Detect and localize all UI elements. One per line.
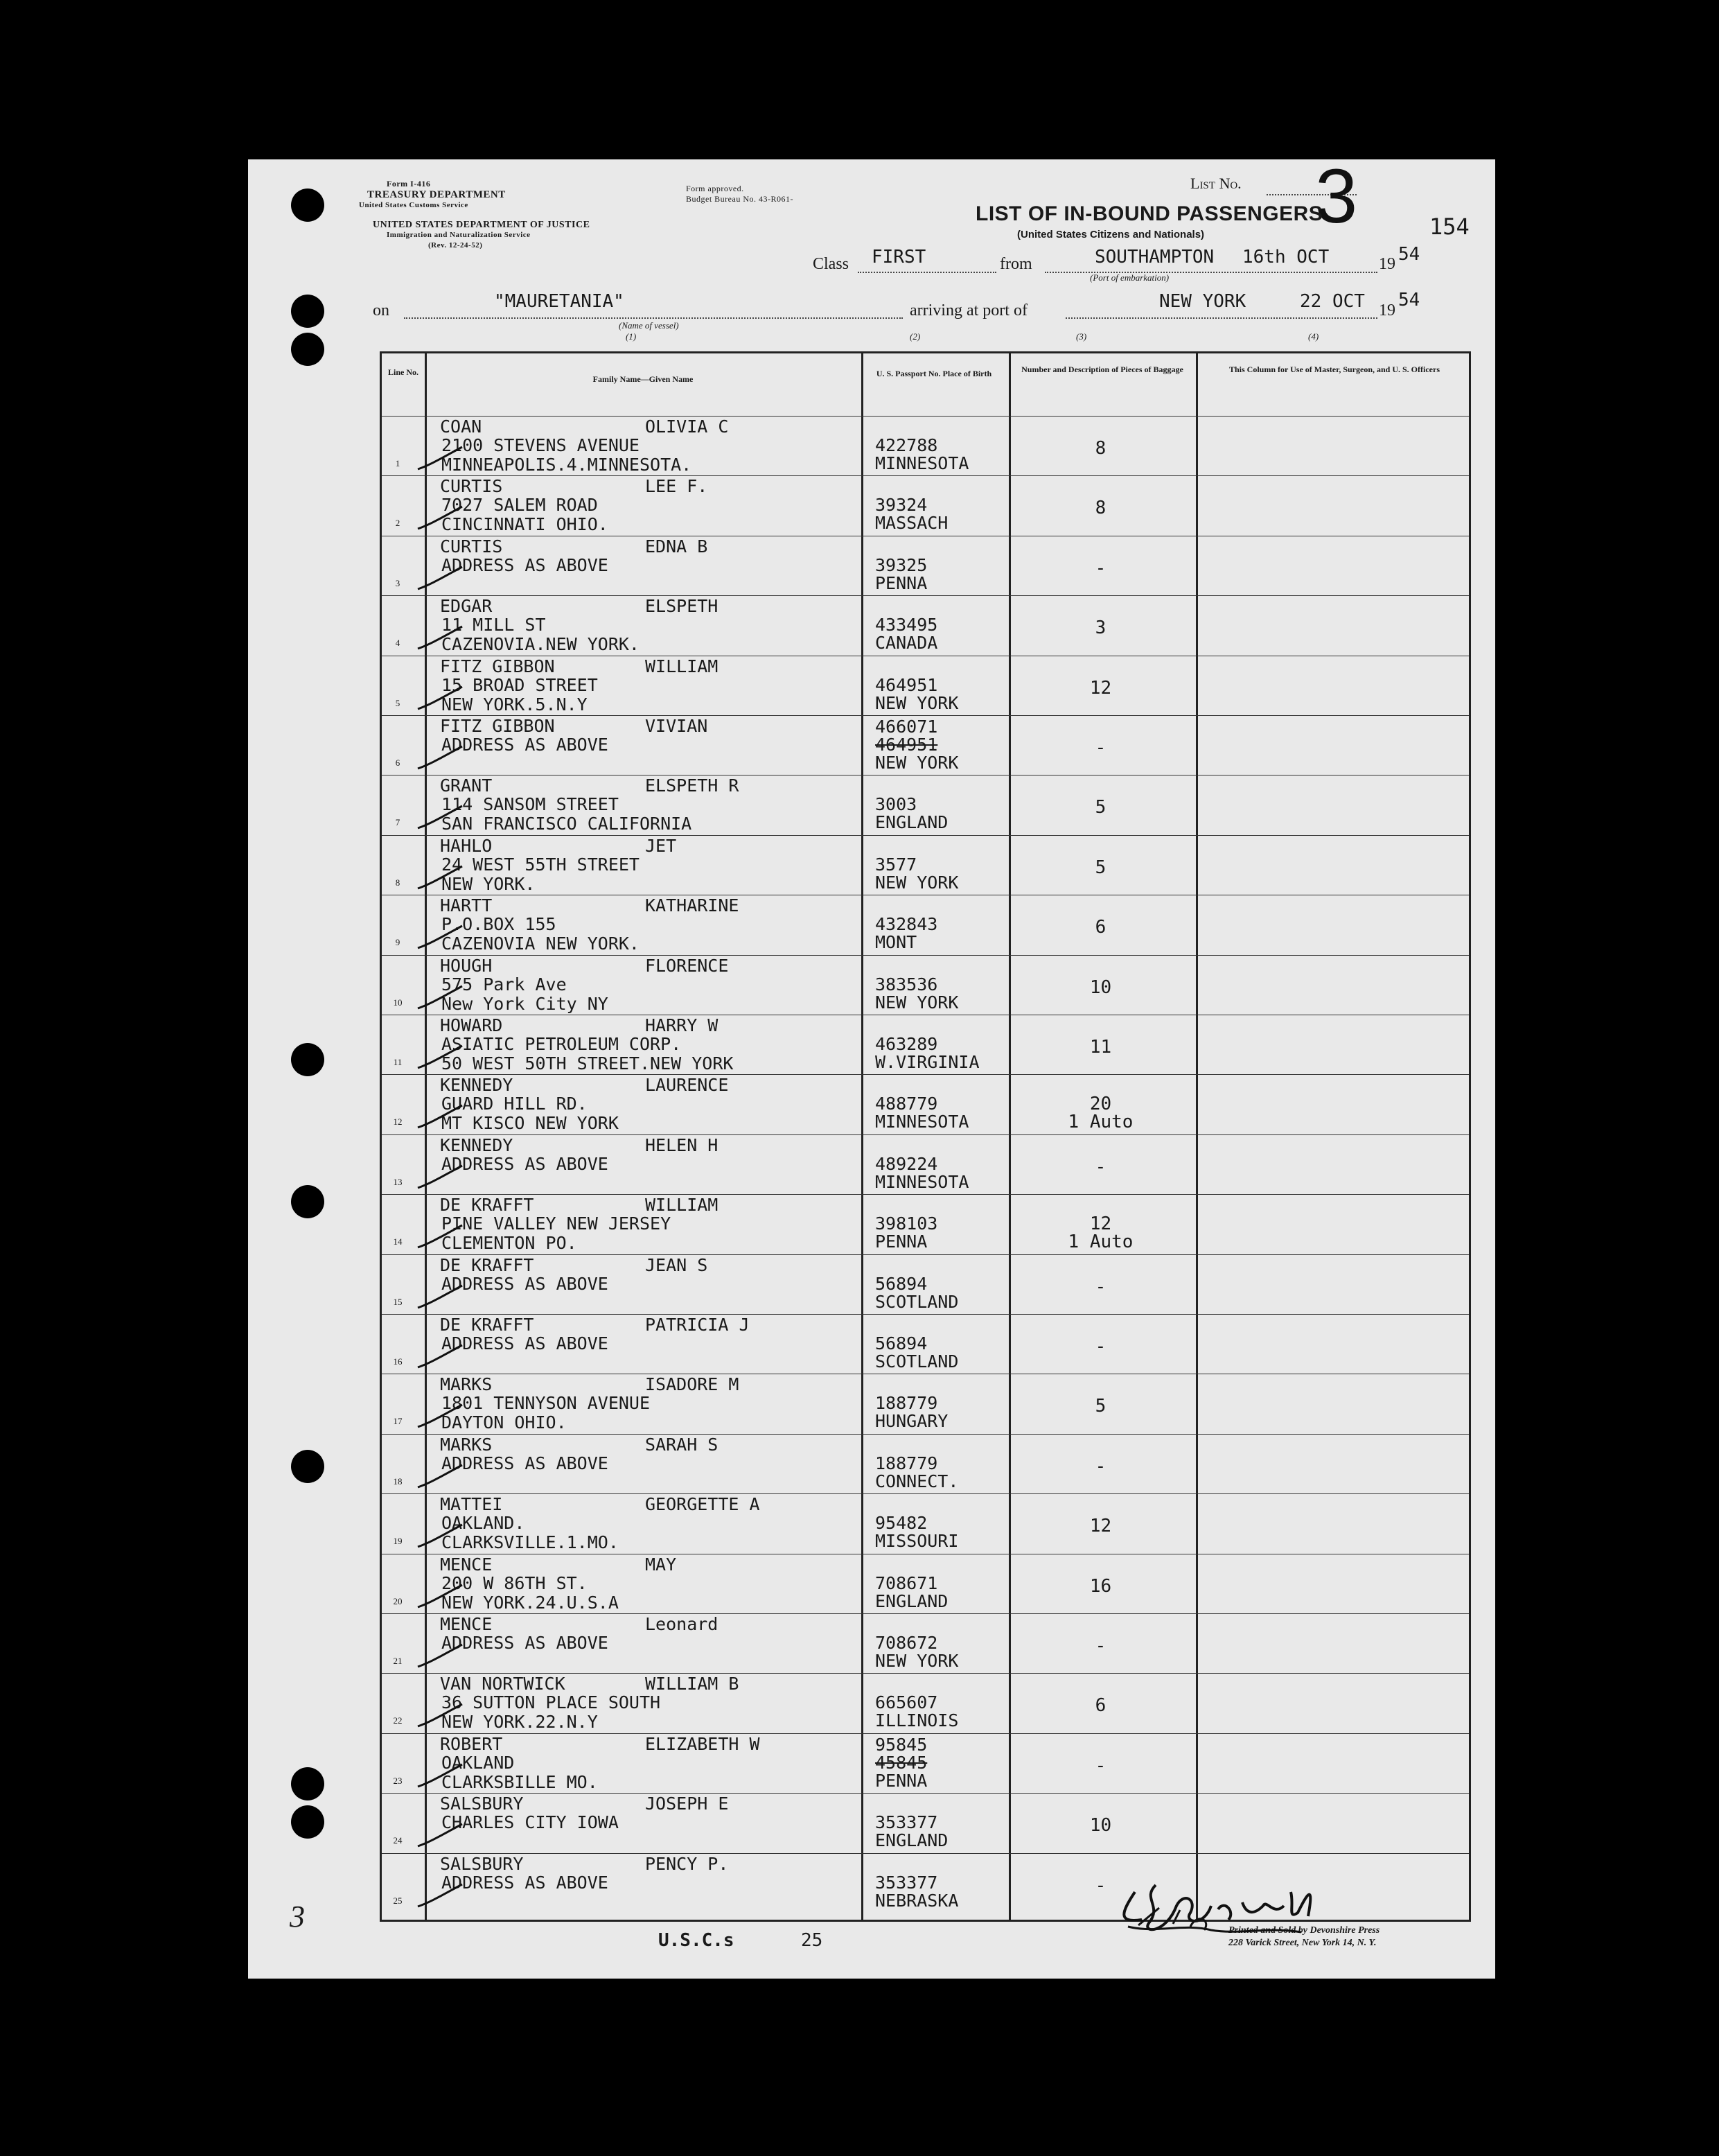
passport-number: 383536: [875, 974, 938, 994]
address-line: 24 WEST 55TH STREET: [441, 854, 640, 875]
place-of-birth: SCOTLAND: [875, 1351, 959, 1371]
punch-hole: [291, 189, 324, 222]
form-subtitle: (United States Citizens and Nationals): [1017, 229, 1205, 240]
place-of-birth: W.VIRGINIA: [875, 1052, 980, 1072]
passport-number: 466071: [875, 717, 938, 737]
given-name: GEORGETTE A: [645, 1494, 760, 1515]
baggage-count: 5: [1095, 857, 1107, 878]
passport-number: 464951: [875, 674, 938, 695]
punch-hole: [291, 1767, 324, 1800]
dept-customs: United States Customs Service: [359, 201, 468, 209]
address-line: ADDRESS AS ABOVE: [441, 735, 608, 755]
baggage-count: 10: [1089, 1815, 1112, 1837]
given-name: ELSPETH: [645, 596, 719, 617]
place-of-birth: MASSACH: [875, 513, 949, 534]
line-number: 10: [393, 997, 403, 1008]
passport-number: 433495: [875, 615, 938, 636]
table-row: [382, 1673, 1469, 1733]
passport-number: 39324: [875, 495, 928, 516]
line-number: 21: [393, 1656, 403, 1666]
address-line: ADDRESS AS ABOVE: [441, 1872, 608, 1893]
place-of-birth: MINNESOTA: [875, 453, 969, 473]
year-prefix: 19: [1379, 255, 1395, 273]
baggage-count: 3: [1095, 617, 1107, 639]
given-name: OLIVIA C: [645, 417, 729, 437]
place-of-birth: PENNA: [875, 1770, 928, 1791]
line-number: 8: [395, 877, 400, 888]
line-number: 14: [393, 1236, 403, 1247]
table-row: [382, 475, 1469, 535]
given-name: MAY: [645, 1554, 677, 1575]
address-line: CHARLES CITY IOWA: [441, 1812, 619, 1833]
table-row: [382, 835, 1469, 895]
address-line: 36 SUTTON PLACE SOUTH: [441, 1692, 661, 1713]
line-number: 2: [395, 518, 400, 529]
passport-number: 665607: [875, 1692, 938, 1713]
passport-number: 353377: [875, 1812, 938, 1833]
place-of-birth: CONNECT.: [875, 1471, 959, 1491]
baggage-count: -: [1095, 737, 1107, 758]
given-name: JEAN S: [645, 1254, 708, 1275]
passport-number-struck: 464951: [875, 735, 938, 755]
line-number: 5: [395, 697, 400, 708]
baggage-count: -: [1095, 1755, 1107, 1776]
baggage-count: 20: [1089, 1094, 1112, 1115]
address-line: MT KISCO NEW YORK: [441, 1113, 619, 1134]
passport-number: 188779: [875, 1453, 938, 1473]
given-name: ELIZABETH W: [645, 1733, 760, 1754]
col-header-officers: This Column for Use of Master, Surgeon, and U. S. Officers: [1228, 365, 1440, 374]
family-name: GRANT: [440, 775, 493, 796]
family-name: EDGAR: [440, 596, 493, 617]
address-line: NEW YORK.24.U.S.A: [441, 1592, 619, 1613]
check-mark-icon: [416, 1821, 465, 1849]
address-line: New York City NY: [441, 993, 608, 1014]
address-line: GUARD HILL RD.: [441, 1094, 588, 1114]
address-line: PINE VALLEY NEW JERSEY: [441, 1213, 671, 1234]
entry-count: 25: [801, 1930, 823, 1951]
table-row: [382, 1613, 1469, 1673]
address-line: 50 WEST 50TH STREET.NEW YORK: [441, 1053, 734, 1073]
table-row: [382, 1793, 1469, 1852]
table-row: [382, 656, 1469, 715]
line-number: 16: [393, 1356, 403, 1367]
check-mark-icon: [416, 1522, 465, 1550]
address-line: SAN FRANCISCO CALIFORNIA: [441, 814, 692, 834]
col-note-4: (4): [1308, 331, 1319, 342]
address-line: 114 SANSOM STREET: [441, 794, 619, 815]
address-line: 575 Park Ave: [441, 974, 567, 994]
family-name: FITZ GIBBON: [440, 656, 555, 676]
col-note-2: (2): [910, 331, 921, 342]
given-name: WILLIAM: [645, 1195, 719, 1216]
given-name: SARAH S: [645, 1434, 719, 1455]
family-name: KENNEDY: [440, 1075, 513, 1096]
place-of-birth: PENNA: [875, 572, 928, 593]
address-line: ADDRESS AS ABOVE: [441, 1453, 608, 1473]
address-line: CAZENOVIA NEW YORK.: [441, 934, 640, 954]
embark-port: SOUTHAMPTON: [1095, 247, 1215, 268]
family-name: SALSBURY: [440, 1853, 524, 1874]
place-of-birth: NEW YORK: [875, 1651, 959, 1671]
dept-treasury: TREASURY DEPARTMENT: [367, 189, 506, 200]
form-number: Form I-416: [387, 179, 431, 189]
address-line: 7027 SALEM ROAD: [441, 495, 598, 516]
family-name: MENCE: [440, 1614, 493, 1634]
given-name: VIVIAN: [645, 716, 708, 736]
given-name: LAURENCE: [645, 1075, 729, 1096]
passport-number: 3577: [875, 854, 917, 875]
baggage-count: 6: [1095, 917, 1107, 938]
form-title: LIST OF IN-BOUND PASSENGERS: [976, 202, 1323, 225]
baggage-count: 5: [1095, 1396, 1107, 1417]
table-row: [382, 1434, 1469, 1493]
passport-number: 39325: [875, 554, 928, 575]
address-line: CINCINNATI OHIO.: [441, 514, 608, 535]
given-name: ISADORE M: [645, 1374, 739, 1395]
place-of-birth: SCOTLAND: [875, 1291, 959, 1312]
passport-number: 56894: [875, 1333, 928, 1353]
check-mark-icon: [416, 444, 465, 472]
family-name: MARKS: [440, 1374, 493, 1395]
line-number: 7: [395, 817, 400, 828]
given-name: JOSEPH E: [645, 1794, 729, 1814]
baggage-count: 5: [1095, 797, 1107, 818]
address-line: ASIATIC PETROLEUM CORP.: [441, 1034, 682, 1054]
table-row: [382, 1134, 1469, 1194]
dept-immigration: Immigration and Naturalization Service: [387, 231, 531, 239]
line-number: 18: [393, 1475, 403, 1487]
table-row: [382, 1194, 1469, 1254]
place-of-birth: NEW YORK: [875, 753, 959, 773]
table-row: [382, 1493, 1469, 1553]
passport-number: 188779: [875, 1393, 938, 1414]
budget-bureau: Budget Bureau No. 43-R061-: [686, 194, 793, 204]
passport-number: 422788: [875, 435, 938, 455]
family-name: FITZ GIBBON: [440, 716, 555, 736]
check-mark-icon: [416, 1582, 465, 1610]
given-name: PENCY P.: [645, 1853, 729, 1874]
punch-hole: [291, 1805, 324, 1839]
passport-number: 3003: [875, 794, 917, 815]
family-name: SALSBURY: [440, 1794, 524, 1814]
check-mark-icon: [416, 1701, 465, 1729]
place-of-birth: ENGLAND: [875, 1830, 949, 1851]
table-row: [382, 1074, 1469, 1134]
family-name: DE KRAFFT: [440, 1315, 534, 1335]
check-mark-icon: [416, 684, 465, 712]
page-number: 154: [1429, 213, 1470, 240]
form-approved: Form approved.: [686, 184, 744, 193]
baggage-count: 12: [1089, 1213, 1112, 1235]
family-name: HARTT: [440, 895, 493, 916]
given-name: Leonard: [645, 1614, 719, 1634]
passport-number: 95482: [875, 1513, 928, 1534]
class-value: FIRST: [872, 247, 926, 268]
check-mark-icon: [416, 1762, 465, 1789]
passport-number: 463289: [875, 1034, 938, 1054]
table-row: [382, 536, 1469, 595]
line-number: 17: [393, 1416, 403, 1427]
baggage-count: -: [1095, 1455, 1107, 1477]
punch-hole: [291, 333, 324, 366]
check-mark-icon: [416, 923, 465, 951]
line-number: 6: [395, 757, 400, 768]
given-name: KATHARINE: [645, 895, 739, 916]
line-number: 24: [393, 1835, 403, 1846]
col-header-name: Family Name—Given Name: [592, 374, 694, 384]
col-note-3: (3): [1076, 331, 1087, 342]
given-name: WILLIAM B: [645, 1674, 739, 1694]
place-of-birth: ENGLAND: [875, 812, 949, 833]
place-of-birth: MINNESOTA: [875, 1112, 969, 1132]
check-mark-icon: [416, 983, 465, 1011]
passport-number: 489224: [875, 1153, 938, 1174]
family-name: KENNEDY: [440, 1134, 513, 1155]
given-name: PATRICIA J: [645, 1315, 750, 1335]
check-mark-icon: [416, 624, 465, 651]
depart-year: 54: [1398, 244, 1420, 265]
line-number: 13: [393, 1176, 403, 1187]
table-row: [382, 1733, 1469, 1793]
place-of-birth: MISSOURI: [875, 1531, 959, 1552]
officer-signature: [1114, 1857, 1336, 1940]
passport-number: 708672: [875, 1633, 938, 1653]
place-of-birth: MINNESOTA: [875, 1171, 969, 1192]
check-mark-icon: [416, 803, 465, 831]
passport-number: 56894: [875, 1273, 928, 1294]
punch-hole: [291, 1043, 324, 1076]
given-name: WILLIAM: [645, 656, 719, 676]
given-name: HARRY W: [645, 1015, 719, 1035]
address-line: MINNEAPOLIS.4.MINNESOTA.: [441, 455, 692, 475]
line-number: 22: [393, 1715, 403, 1726]
baggage-count: 16: [1089, 1575, 1112, 1597]
baggage-count: 10: [1089, 976, 1112, 998]
arrival-date: 22 OCT: [1300, 291, 1365, 312]
address-line: 200 W 86TH ST.: [441, 1572, 588, 1593]
on-label: on: [373, 301, 389, 319]
vessel-name: "MAURETANIA": [494, 291, 624, 312]
baggage-count: 11: [1089, 1037, 1112, 1058]
line-number: 4: [395, 638, 400, 649]
check-mark-icon: [416, 1342, 465, 1370]
uscs-label: U.S.C.s: [658, 1930, 734, 1951]
check-mark-icon: [416, 744, 465, 771]
table-row: [382, 1015, 1469, 1074]
arrival-year: 54: [1398, 290, 1420, 310]
col-note-1: (1): [626, 331, 637, 342]
margin-mark: 3: [290, 1900, 305, 1934]
table-row: [382, 955, 1469, 1015]
place-of-birth: ILLINOIS: [875, 1710, 959, 1731]
family-name: HOWARD: [440, 1015, 503, 1035]
family-name: MENCE: [440, 1554, 493, 1575]
depart-date: 16th OCT: [1242, 247, 1330, 268]
given-name: EDNA B: [645, 536, 708, 556]
baggage-count: -: [1095, 557, 1107, 579]
place-of-birth: NEW YORK: [875, 692, 959, 713]
address-line: 15 BROAD STREET: [441, 674, 598, 695]
check-mark-icon: [416, 1222, 465, 1250]
punch-hole: [291, 1450, 324, 1483]
passport-number: 488779: [875, 1094, 938, 1114]
baggage-count: -: [1095, 1336, 1107, 1357]
year-prefix-2: 19: [1379, 301, 1395, 319]
baggage-extra: 1 Auto: [1068, 1112, 1134, 1133]
line-number: 20: [393, 1595, 403, 1606]
given-name: HELEN H: [645, 1134, 719, 1155]
place-of-birth: NEW YORK: [875, 872, 959, 893]
table-row: [382, 1374, 1469, 1433]
family-name: ROBERT: [440, 1733, 503, 1754]
place-of-birth: NEW YORK: [875, 992, 959, 1013]
baggage-count: 12: [1089, 677, 1112, 699]
passport-number-struck: 45845: [875, 1752, 928, 1773]
table-row: [382, 1314, 1469, 1374]
line-number: 15: [393, 1296, 403, 1307]
passport-number: 353377: [875, 1872, 938, 1893]
baggage-count: -: [1095, 1875, 1107, 1896]
family-name: HAHLO: [440, 835, 493, 856]
baggage-count: 8: [1095, 438, 1107, 459]
address-line: OAKLAND.: [441, 1513, 525, 1534]
family-name: VAN NORTWICK: [440, 1674, 565, 1694]
baggage-count: 12: [1089, 1516, 1112, 1537]
address-line: NEW YORK.: [441, 873, 536, 894]
passport-number: 708671: [875, 1572, 938, 1593]
line-number: 11: [393, 1057, 403, 1067]
table-row: [382, 416, 1469, 475]
line-number: 12: [393, 1116, 403, 1128]
baggage-count: 6: [1095, 1695, 1107, 1717]
baggage-count: 8: [1095, 498, 1107, 519]
address-line: CLARKSVILLE.1.MO.: [441, 1532, 619, 1553]
address-line: NEW YORK.22.N.Y: [441, 1712, 598, 1733]
family-name: DE KRAFFT: [440, 1195, 534, 1216]
dept-justice: UNITED STATES DEPARTMENT OF JUSTICE: [373, 220, 590, 230]
arrival-port: NEW YORK: [1159, 291, 1246, 312]
family-name: MARKS: [440, 1434, 493, 1455]
address-line: NEW YORK.5.N.Y: [441, 694, 588, 715]
punch-hole: [291, 295, 324, 328]
address-line: CLARKSBILLE MO.: [441, 1771, 598, 1792]
form-revision: (Rev. 12-24-52): [428, 241, 483, 249]
list-number-handwritten: 3: [1315, 154, 1358, 239]
passport-number: 398103: [875, 1213, 938, 1234]
address-line: ADDRESS AS ABOVE: [441, 1333, 608, 1353]
check-mark-icon: [416, 1402, 465, 1430]
family-name: CURTIS: [440, 536, 503, 556]
printer-line-2: 228 Varick Street, New York 14, N. Y.: [1228, 1938, 1377, 1948]
check-mark-icon: [416, 1043, 465, 1071]
vessel-note: (Name of vessel): [619, 320, 679, 331]
family-name: CURTIS: [440, 476, 503, 497]
check-mark-icon: [416, 1103, 465, 1130]
line-number: 1: [395, 458, 400, 468]
check-mark-icon: [416, 1462, 465, 1490]
line-number: 19: [393, 1536, 403, 1547]
col-header-passport: U. S. Passport No. Place of Birth: [876, 369, 992, 378]
table-row: [382, 715, 1469, 775]
check-mark-icon: [416, 1283, 465, 1311]
check-mark-icon: [416, 1642, 465, 1669]
check-mark-icon: [416, 1882, 465, 1909]
family-name: HOUGH: [440, 955, 493, 976]
given-name: FLORENCE: [645, 955, 729, 976]
place-of-birth: HUNGARY: [875, 1411, 949, 1432]
table-row: [382, 1254, 1469, 1314]
passenger-list-sheet: [248, 154, 1495, 1979]
from-label: from: [1000, 255, 1032, 273]
check-mark-icon: [416, 504, 465, 532]
address-line: 1801 TENNYSON AVENUE: [441, 1393, 651, 1414]
line-number: 9: [395, 937, 400, 948]
address-line: DAYTON OHIO.: [441, 1412, 567, 1433]
given-name: ELSPETH R: [645, 775, 739, 796]
baggage-count: -: [1095, 1276, 1107, 1297]
address-line: 11 MILL ST: [441, 615, 546, 636]
table-row: [382, 775, 1469, 834]
line-number: 23: [393, 1775, 403, 1786]
place-of-birth: ENGLAND: [875, 1590, 949, 1611]
passport-number: 432843: [875, 914, 938, 935]
family-name: DE KRAFFT: [440, 1254, 534, 1275]
punch-hole: [291, 1185, 324, 1218]
table-row: [382, 895, 1469, 954]
family-name: COAN: [440, 417, 482, 437]
col-header-baggage: Number and Description of Pieces of Baggage: [1021, 365, 1183, 374]
baggage-extra: 1 Auto: [1068, 1232, 1134, 1253]
address-line: ADDRESS AS ABOVE: [441, 1273, 608, 1294]
list-no-label: List No.: [1190, 175, 1242, 192]
place-of-birth: NEBRASKA: [875, 1890, 959, 1911]
address-line: ADDRESS AS ABOVE: [441, 554, 608, 575]
passport-number: 95845: [875, 1734, 928, 1755]
col-header-line: Line No.: [387, 367, 418, 377]
check-mark-icon: [416, 864, 465, 891]
address-line: CAZENOVIA.NEW YORK.: [441, 634, 640, 655]
class-label: Class: [813, 255, 849, 273]
check-mark-icon: [416, 1163, 465, 1191]
passenger-table: [380, 351, 1471, 1922]
address-line: P.O.BOX 155: [441, 914, 556, 935]
arriving-label: arriving at port of: [910, 301, 1028, 319]
address-line: ADDRESS AS ABOVE: [441, 1153, 608, 1174]
address-line: CLEMENTON PO.: [441, 1233, 577, 1254]
given-name: LEE F.: [645, 476, 708, 497]
baggage-count: -: [1095, 1636, 1107, 1656]
place-of-birth: PENNA: [875, 1232, 928, 1252]
given-name: JET: [645, 835, 677, 856]
place-of-birth: CANADA: [875, 633, 938, 654]
address-line: ADDRESS AS ABOVE: [441, 1633, 608, 1653]
check-mark-icon: [416, 564, 465, 592]
place-of-birth: MONT: [875, 932, 917, 953]
baggage-count: -: [1095, 1156, 1107, 1177]
address-line: 2100 STEVENS AVENUE: [441, 435, 640, 455]
line-number: 25: [393, 1895, 403, 1906]
port-embark-note: (Port of embarkation): [1090, 272, 1170, 283]
family-name: MATTEI: [440, 1494, 503, 1515]
printer-line-1: Printed and Sold by Devonshire Press: [1228, 1925, 1380, 1936]
table-row: [382, 595, 1469, 655]
address-line: OAKLAND: [441, 1752, 515, 1773]
table-row: [382, 1554, 1469, 1613]
line-number: 3: [395, 577, 400, 588]
